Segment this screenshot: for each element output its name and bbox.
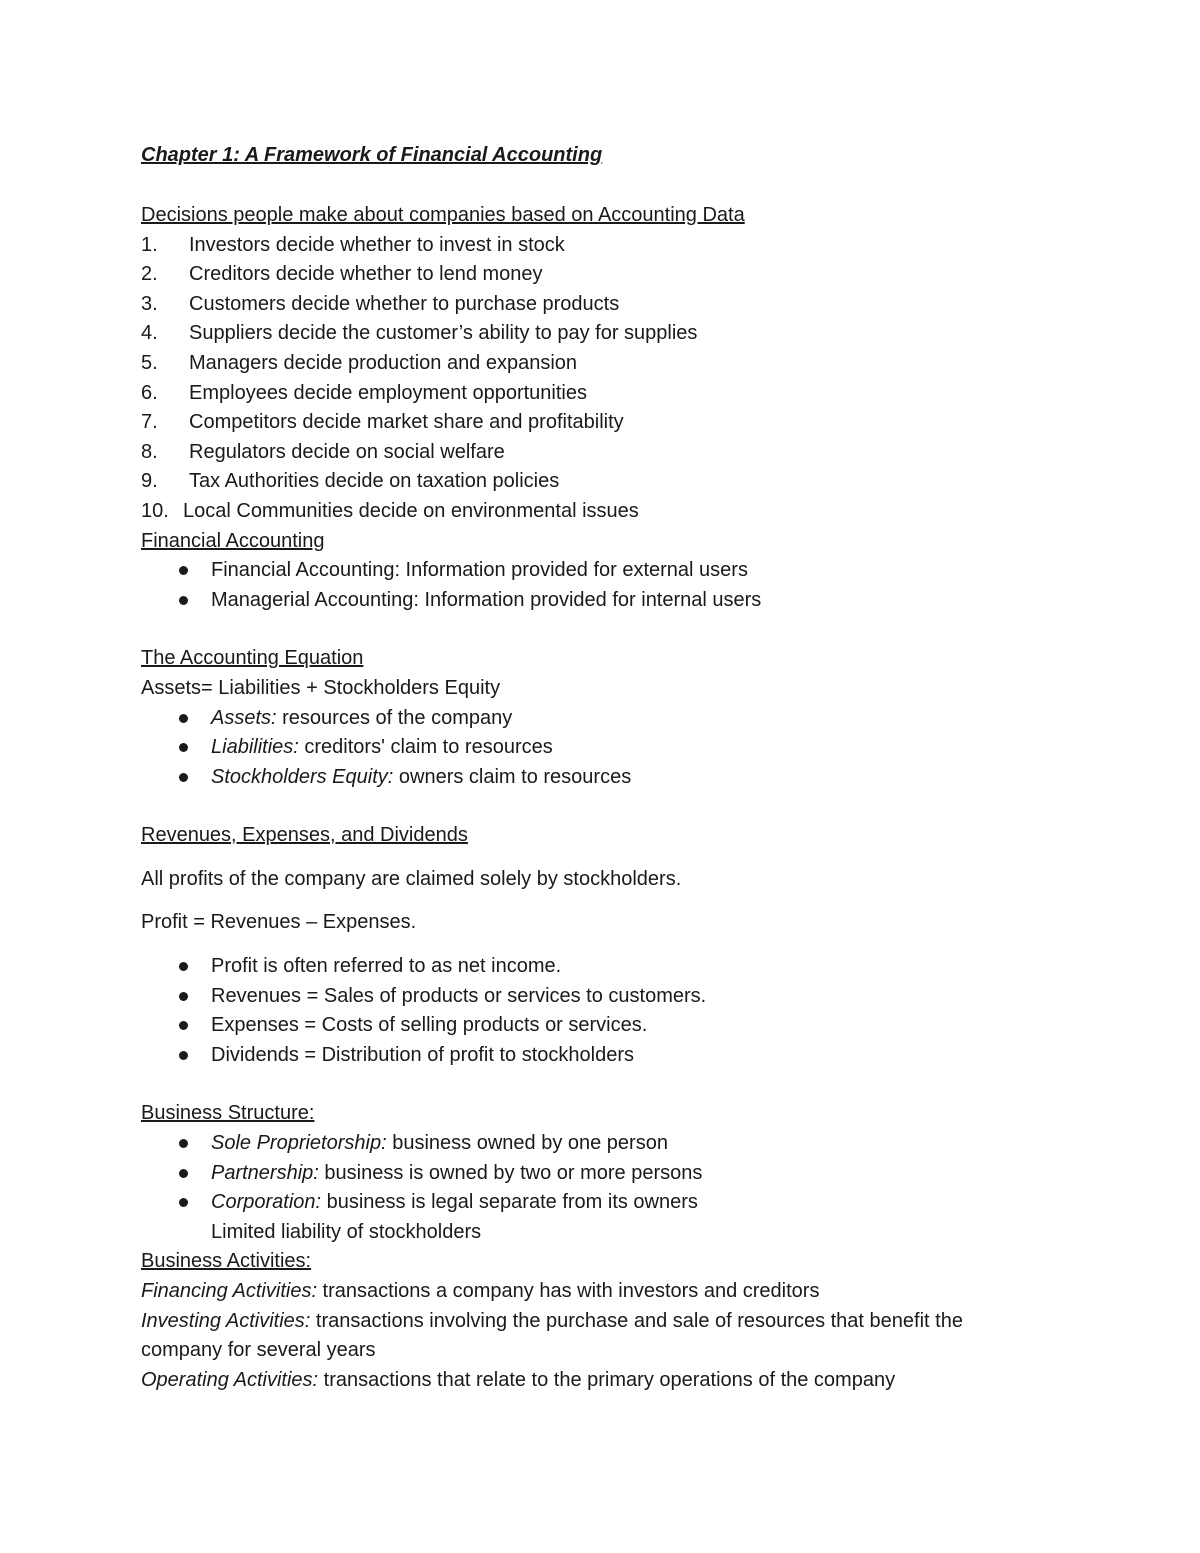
equation-formula: Assets= Liabilities + Stockholders Equity	[141, 676, 501, 699]
activities-heading: Business Activities:	[141, 1250, 312, 1273]
bullet-icon	[179, 1139, 188, 1148]
decisions-list	[141, 231, 1041, 527]
bullet-icon	[179, 1169, 188, 1178]
bullet-icon	[179, 714, 188, 723]
list-item: Corporation: business is legal separate from its owners	[141, 1188, 1041, 1218]
equation-heading: The Accounting Equation	[141, 647, 364, 670]
bullet-icon	[179, 773, 188, 782]
list-item: Financial Accounting: Information provided for external users	[141, 556, 1041, 586]
list-item: 6. Employees decide employment opportunities	[141, 381, 587, 404]
bullet-icon	[179, 1198, 188, 1207]
list-item: 4. Suppliers decide the customer’s ability to pay for supplies	[141, 322, 698, 345]
activity-item: Investing Activities: transactions involving the purchase and sale of resources that benefit the company for several years	[141, 1309, 963, 1362]
list-item: Stockholders Equity: owners claim to resources	[141, 763, 1041, 793]
bullet-icon	[179, 743, 188, 752]
list-item: 3. Customers decide whether to purchase products	[141, 292, 620, 315]
structure-heading: Business Structure:	[141, 1102, 315, 1125]
list-item: 7. Competitors decide market share and profitability	[141, 411, 624, 434]
list-item: Sole Proprietorship: business owned by one person	[141, 1129, 1041, 1159]
document-page	[141, 138, 1041, 1395]
list-item: 2. Creditors decide whether to lend money	[141, 263, 543, 286]
activity-item: Operating Activities: transactions that relate to the primary operations of the company	[141, 1368, 896, 1391]
revenues-paragraph: All profits of the company are claimed solely by stockholders.	[141, 867, 682, 890]
bullet-icon	[179, 1051, 188, 1060]
list-item: Expenses = Costs of selling products or services.	[141, 1011, 1041, 1041]
list-item: Partnership: business is owned by two or more persons	[141, 1159, 1041, 1189]
structure-note: Limited liability of stockholders	[211, 1220, 482, 1243]
list-item: Liabilities: creditors' claim to resources	[141, 733, 1041, 763]
bullet-icon	[179, 962, 188, 971]
list-item: Dividends = Distribution of profit to stockholders	[141, 1041, 1041, 1071]
list-item: Managerial Accounting: Information provided for internal users	[141, 586, 1041, 616]
profit-formula: Profit = Revenues – Expenses.	[141, 911, 417, 934]
bullet-icon	[179, 596, 188, 605]
list-item: 8. Regulators decide on social welfare	[141, 440, 505, 463]
page-title: Chapter 1: A Framework of Financial Accounting	[141, 144, 603, 166]
decisions-heading: Decisions people make about companies based on Accounting Data	[141, 204, 745, 226]
list-item: 9. Tax Authorities decide on taxation policies	[141, 470, 560, 493]
list-item: 10. Local Communities decide on environmental issues	[141, 499, 639, 522]
list-item: Assets: resources of the company	[141, 704, 1041, 734]
activity-item: Financing Activities: transactions a company has with investors and creditors	[141, 1280, 820, 1302]
list-item: Profit is often referred to as net income.	[141, 952, 1041, 982]
revenues-heading: Revenues, Expenses, and Dividends	[141, 824, 468, 847]
list-item: 5. Managers decide production and expansion	[141, 351, 578, 374]
bullet-icon	[179, 992, 188, 1001]
list-item: Revenues = Sales of products or services to customers.	[141, 982, 1041, 1012]
bullet-icon	[179, 1021, 188, 1030]
bullet-icon	[179, 566, 188, 575]
financial-accounting-heading: Financial Accounting	[141, 529, 325, 552]
list-item: 1. Investors decide whether to invest in stock	[141, 233, 565, 256]
